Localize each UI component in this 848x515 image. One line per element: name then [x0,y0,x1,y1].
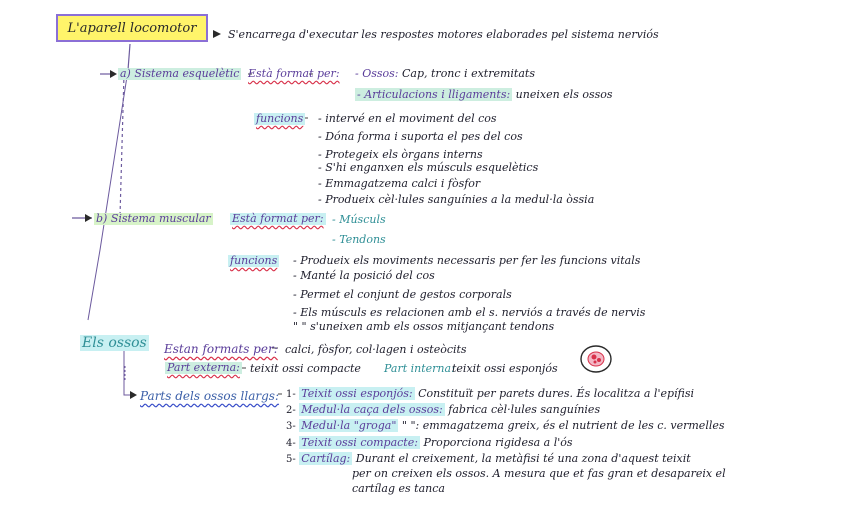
part-2-num: 2- [286,405,296,416]
part-3-key: Medul·la "groga" [301,419,397,432]
section-a-item-2-text: uneixen els ossos [515,88,613,101]
ossos-formats-value: calci, fòsfor, col·lagen i osteòcits [285,343,467,356]
part-5 [286,453,691,466]
section-a-format-label [248,68,340,80]
section-b-function-2: - Manté la posició del cos [293,269,435,282]
parts-label-text: Parts dels ossos llargs: [140,389,280,403]
section-a-function-2: - Dóna forma i suporta el pes del cos [318,130,523,143]
part-2 [286,404,600,417]
intro-text: S'encarrega d'executar les respostes motores elaborades pel sistema nerviós [228,28,659,41]
section-b-format-label [230,213,326,225]
section-b-function-4: - Els músculs es relacionen amb el s. nerviós a través de nervis [293,306,646,319]
section-b-functions-label [228,255,279,267]
section-a-item-1-key: - Ossos: [355,67,399,80]
ossos-formats-text: Estan formats per: [164,342,278,356]
part-interna-value: teixit ossi esponjós [452,362,558,375]
part-5-num: 5- [286,454,296,465]
part-4-key: Teixit ossi compacte: [301,436,418,449]
ossos-formats-label [164,342,278,356]
section-a-functions-label [254,113,305,125]
part-4-text: Proporciona rigidesa a l'ós [423,436,573,449]
part-5-cont-2: cartílag es tanca [352,482,445,495]
section-b-function-1: - Produeix els moviments necessaris per fer les funcions vitals [293,254,641,267]
part-1-key: Teixit ossi esponjós: [301,387,413,400]
section-a-item-1 [355,68,535,80]
part-3-text: " ": emmagatzema greix, és el nutrient de les c. vermelles [401,419,725,432]
part-interna-label: Part interna: [384,362,455,375]
section-a-function-3: - Protegeix els òrgans interns [318,148,483,161]
section-a-function-6: - Produeix cèl·lules sanguínies a la medul·la òssia [318,193,595,206]
section-a-item-2 [355,89,613,101]
part-3 [286,420,725,433]
part-externa-text: Part externa: [167,361,240,374]
part-5-text: Durant el creixement, la metàfisi té una zona d'aquest teixit [355,452,691,465]
section-a-label: a) Sistema esquelètic [120,67,240,80]
section-a-item-1-text: Cap, tronc i extremitats [402,67,535,80]
part-4 [286,437,573,450]
section-a-function-1: - intervé en el moviment del cos [318,112,497,125]
part-2-text: fabrica cèl·lules sanguínies [448,403,601,416]
part-1-text: Constituït per parets dures. És localitza a l'epífisi [418,387,695,400]
section-b-item-1: - Músculs [332,213,386,226]
part-5-key: Cartílag: [301,452,351,465]
section-a-format-text: Està format per: [248,67,340,80]
part-4-num: 4- [286,438,296,449]
section-a-item-2-key: - Articulacions i lligaments: [357,88,511,101]
parts-label [140,390,279,402]
section-b-item-2: - Tendons [332,233,386,246]
section-a-functions-text: funcions [256,112,304,125]
section-a-function-4: - S'hi enganxen els músculs esquelètics [318,161,539,174]
part-3-num: 3- [286,421,296,432]
section-a-function-5: - Emmagatzema calci i fòsfor [318,177,481,190]
part-1-num: 1- [286,389,296,400]
part-1 [286,388,694,401]
section-b-format-text: Està format per: [232,212,324,225]
part-2-key: Medul·la caça dels ossos: [301,403,443,416]
section-b-label: b) Sistema muscular [96,212,211,225]
section-b-function-5: " " s'uneixen amb els ossos mitjançant tendons [293,320,555,333]
part-5-cont-1: per on creixen els ossos. A mesura que et fas gran et desapareix el [352,467,726,480]
section-b-function-3: - Permet el conjunt de gestos corporals [293,288,512,301]
part-externa-label [165,362,242,374]
page-title: L'aparell locomotor [56,14,208,42]
section-b-functions-text: funcions [230,254,278,267]
part-externa-value: teixit ossi compacte [250,362,361,375]
ossos-label: Els ossos [82,335,147,351]
bone-cross-section-icon [578,343,614,375]
